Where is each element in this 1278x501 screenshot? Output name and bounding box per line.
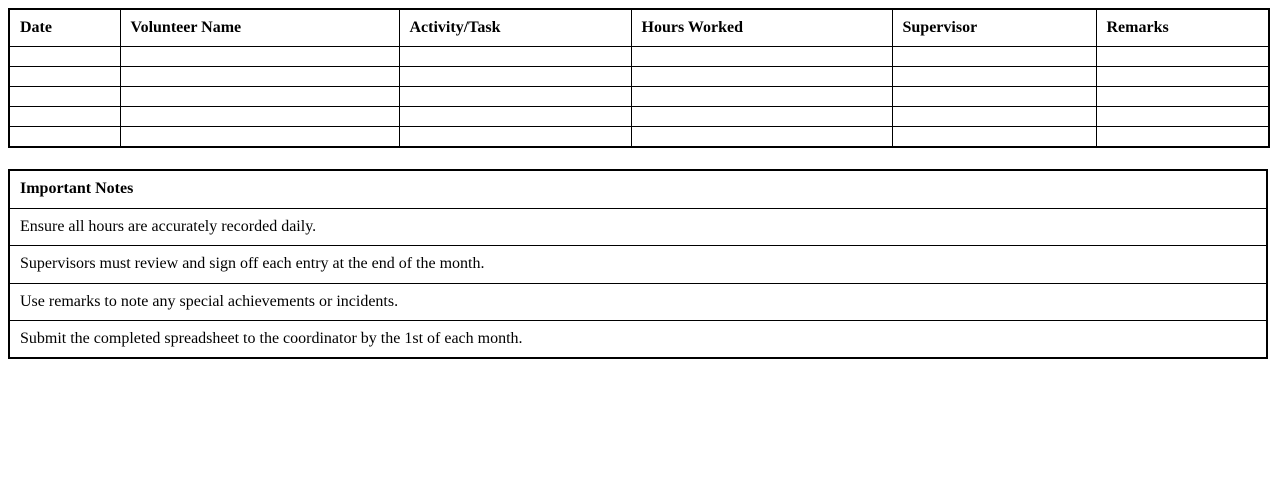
important-notes-table: [8, 169, 1268, 359]
column-header-remarks: Remarks: [1096, 9, 1269, 47]
notes-header: Important Notes: [9, 170, 1267, 208]
empty-cell-remarks: [1096, 127, 1269, 148]
empty-cell-volunteer-name: [120, 67, 399, 87]
column-header-volunteer-name: Volunteer Name: [120, 9, 399, 47]
empty-cell-date: [9, 107, 120, 127]
empty-cell-activity-task: [399, 87, 631, 107]
empty-cell-date: [9, 127, 120, 148]
note-text: Ensure all hours are accurately recorded daily.: [9, 208, 1267, 245]
empty-log-row: [9, 47, 1269, 67]
empty-cell-remarks: [1096, 67, 1269, 87]
note-text: Use remarks to note any special achievements or incidents.: [9, 283, 1267, 320]
note-text: Supervisors must review and sign off each entry at the end of the month.: [9, 246, 1267, 283]
empty-cell-supervisor: [892, 47, 1096, 67]
empty-cell-supervisor: [892, 87, 1096, 107]
empty-cell-volunteer-name: [120, 87, 399, 107]
empty-cell-remarks: [1096, 87, 1269, 107]
column-header-activity-task: Activity/Task: [399, 9, 631, 47]
empty-cell-date: [9, 47, 120, 67]
column-header-date: Date: [9, 9, 120, 47]
note-row: [9, 208, 1267, 245]
empty-cell-volunteer-name: [120, 47, 399, 67]
empty-cell-hours-worked: [631, 87, 892, 107]
empty-cell-supervisor: [892, 107, 1096, 127]
note-text: Submit the completed spreadsheet to the coordinator by the 1st of each month.: [9, 320, 1267, 358]
empty-cell-volunteer-name: [120, 127, 399, 148]
empty-cell-activity-task: [399, 107, 631, 127]
empty-cell-supervisor: [892, 67, 1096, 87]
empty-cell-date: [9, 67, 120, 87]
note-row: [9, 246, 1267, 283]
empty-cell-activity-task: [399, 47, 631, 67]
empty-cell-supervisor: [892, 127, 1096, 148]
empty-cell-activity-task: [399, 127, 631, 148]
empty-cell-hours-worked: [631, 67, 892, 87]
note-row: [9, 320, 1267, 358]
volunteer-log-table: [8, 8, 1270, 148]
empty-cell-volunteer-name: [120, 107, 399, 127]
empty-log-row: [9, 127, 1269, 148]
empty-log-row: [9, 87, 1269, 107]
notes-header-row: [9, 170, 1267, 208]
empty-log-row: [9, 107, 1269, 127]
log-table-header-row: [9, 9, 1269, 47]
empty-cell-date: [9, 87, 120, 107]
empty-cell-activity-task: [399, 67, 631, 87]
empty-cell-hours-worked: [631, 47, 892, 67]
empty-cell-hours-worked: [631, 107, 892, 127]
empty-log-row: [9, 67, 1269, 87]
empty-cell-remarks: [1096, 47, 1269, 67]
column-header-supervisor: Supervisor: [892, 9, 1096, 47]
empty-cell-hours-worked: [631, 127, 892, 148]
empty-cell-remarks: [1096, 107, 1269, 127]
note-row: [9, 283, 1267, 320]
column-header-hours-worked: Hours Worked: [631, 9, 892, 47]
